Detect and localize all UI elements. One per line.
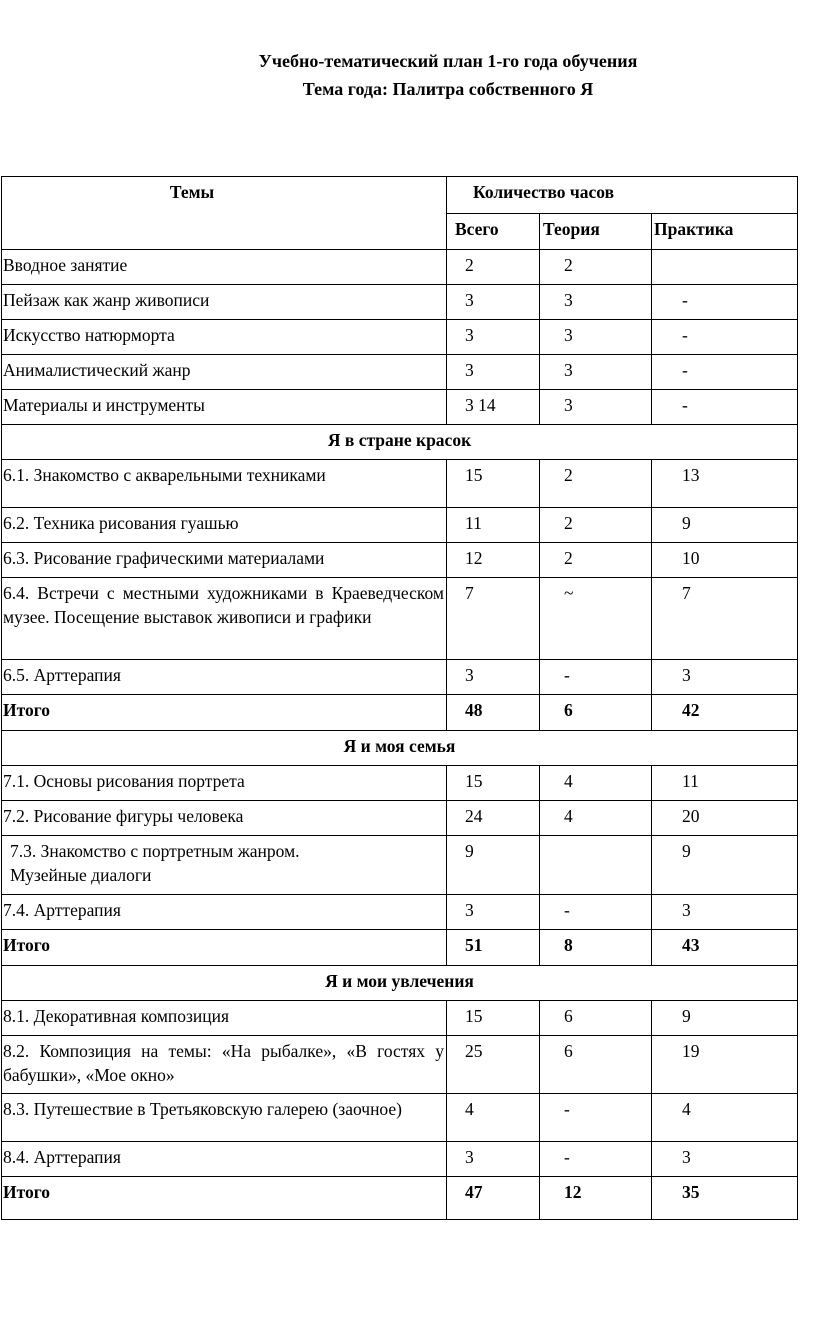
total-cell: 25 bbox=[447, 1036, 540, 1094]
total-cell: 3 bbox=[447, 660, 540, 695]
total-cell: 3 bbox=[447, 285, 540, 320]
total-cell: 11 bbox=[447, 508, 540, 543]
topic-cell: 8.3. Путешествие в Третьяковскую галерею (заочное) bbox=[2, 1094, 447, 1142]
table-row bbox=[2, 1094, 798, 1142]
total-cell: 9 bbox=[447, 836, 540, 895]
total-cell: 12 bbox=[447, 543, 540, 578]
total-row bbox=[2, 1177, 798, 1220]
header-theory: Теория bbox=[540, 214, 652, 250]
practice-cell: 3 bbox=[652, 1142, 798, 1177]
practice-cell: 3 bbox=[652, 660, 798, 695]
total-cell: 3 bbox=[447, 1142, 540, 1177]
total-cell: 15 bbox=[447, 1001, 540, 1036]
total-row bbox=[2, 930, 798, 966]
curriculum-table bbox=[1, 176, 798, 1220]
total-cell: 4 bbox=[447, 1094, 540, 1142]
table-row bbox=[2, 660, 798, 695]
document-title: Учебно-тематический план 1-го года обучения bbox=[258, 51, 638, 71]
table-row bbox=[2, 1036, 798, 1094]
total-cell: 3 bbox=[447, 895, 540, 930]
topic-cell: 8.2. Композиция на темы: «На рыбалке», «В гостях у бабушки», «Мое окно» bbox=[2, 1036, 447, 1094]
header-topics: Темы bbox=[2, 177, 447, 250]
theory-cell: 6 bbox=[540, 1036, 652, 1094]
table-row bbox=[2, 285, 798, 320]
total-label: Итого bbox=[2, 695, 447, 731]
practice-cell: 4 bbox=[652, 1094, 798, 1142]
theory-cell: 3 bbox=[540, 285, 652, 320]
theory-cell: - bbox=[540, 1142, 652, 1177]
table-row bbox=[2, 460, 798, 508]
theory-cell: - bbox=[540, 1094, 652, 1142]
total-cell: 48 bbox=[447, 695, 540, 731]
theory-cell: 4 bbox=[540, 766, 652, 801]
practice-cell: 3 bbox=[652, 895, 798, 930]
table-row bbox=[2, 1001, 798, 1036]
table-row bbox=[2, 836, 798, 895]
table-row bbox=[2, 355, 798, 390]
theory-cell: 3 bbox=[540, 320, 652, 355]
topic-cell: 8.4. Арттерапия bbox=[2, 1142, 447, 1177]
table-row bbox=[2, 390, 798, 425]
topic-cell: 7.2. Рисование фигуры человека bbox=[2, 801, 447, 836]
practice-cell: 11 bbox=[652, 766, 798, 801]
practice-cell: - bbox=[652, 390, 798, 425]
total-label: Итого bbox=[2, 1177, 447, 1220]
topic-cell: 6.5. Арттерапия bbox=[2, 660, 447, 695]
practice-cell bbox=[652, 250, 798, 285]
practice-cell: 19 bbox=[652, 1036, 798, 1094]
practice-cell: 9 bbox=[652, 836, 798, 895]
practice-cell: 20 bbox=[652, 801, 798, 836]
topic-cell: 7.4. Арттерапия bbox=[2, 895, 447, 930]
practice-cell: - bbox=[652, 285, 798, 320]
table-row bbox=[2, 320, 798, 355]
topic-cell: 8.1. Декоративная композиция bbox=[2, 1001, 447, 1036]
header-hours: Количество часов bbox=[447, 177, 798, 214]
theory-cell: 4 bbox=[540, 801, 652, 836]
total-cell: 3 bbox=[447, 355, 540, 390]
theory-cell: 8 bbox=[540, 930, 652, 966]
section-title: Я в стране красок bbox=[2, 425, 798, 460]
topic-cell: 7.1. Основы рисования портрета bbox=[2, 766, 447, 801]
total-cell: 15 bbox=[447, 460, 540, 508]
header-practice: Практика bbox=[652, 214, 798, 250]
practice-cell: 13 bbox=[652, 460, 798, 508]
practice-cell: 43 bbox=[652, 930, 798, 966]
theory-cell: ~ bbox=[540, 578, 652, 660]
topic-cell: Искусство натюрморта bbox=[2, 320, 447, 355]
header-total: Всего bbox=[447, 214, 540, 250]
topic-cell: Материалы и инструменты bbox=[2, 390, 447, 425]
practice-cell: 10 bbox=[652, 543, 798, 578]
total-cell: 3 bbox=[447, 320, 540, 355]
theory-cell: 2 bbox=[540, 543, 652, 578]
total-cell: 24 bbox=[447, 801, 540, 836]
total-cell: 15 bbox=[447, 766, 540, 801]
table-row bbox=[2, 578, 798, 660]
topic-cell: Вводное занятие bbox=[2, 250, 447, 285]
theory-cell: 3 bbox=[540, 355, 652, 390]
theory-cell bbox=[540, 836, 652, 895]
table-row bbox=[2, 543, 798, 578]
practice-cell: 9 bbox=[652, 1001, 798, 1036]
theory-cell: - bbox=[540, 895, 652, 930]
theory-cell: - bbox=[540, 660, 652, 695]
section-title: Я и мои увлечения bbox=[2, 966, 798, 1001]
table-row bbox=[2, 508, 798, 543]
theory-cell: 6 bbox=[540, 695, 652, 731]
practice-cell: 35 bbox=[652, 1177, 798, 1220]
table-row bbox=[2, 895, 798, 930]
total-cell: 2 bbox=[447, 250, 540, 285]
practice-cell: 7 bbox=[652, 578, 798, 660]
topic-cell: 6.3. Рисование графическими материалами bbox=[2, 543, 447, 578]
theory-cell: 2 bbox=[540, 508, 652, 543]
table-row bbox=[2, 1142, 798, 1177]
theory-cell: 2 bbox=[540, 250, 652, 285]
table-row bbox=[2, 801, 798, 836]
total-cell: 3 14 bbox=[447, 390, 540, 425]
topic-cell: 7.3. Знакомство с портретным жанром. Музейные диалоги bbox=[2, 836, 447, 895]
total-cell: 51 bbox=[447, 930, 540, 966]
total-row bbox=[2, 695, 798, 731]
theory-cell: 2 bbox=[540, 460, 652, 508]
theory-cell: 3 bbox=[540, 390, 652, 425]
practice-cell: - bbox=[652, 355, 798, 390]
topic-cell: 6.2. Техника рисования гуашью bbox=[2, 508, 447, 543]
theory-cell: 6 bbox=[540, 1001, 652, 1036]
topic-cell: Пейзаж как жанр живописи bbox=[2, 285, 447, 320]
practice-cell: 9 bbox=[652, 508, 798, 543]
theory-cell: 12 bbox=[540, 1177, 652, 1220]
practice-cell: 42 bbox=[652, 695, 798, 731]
table-row bbox=[2, 250, 798, 285]
topic-cell: Анималистический жанр bbox=[2, 355, 447, 390]
section-title: Я и моя семья bbox=[2, 731, 798, 766]
topic-cell: 6.1. Знакомство с акварельными техниками bbox=[2, 460, 447, 508]
total-label: Итого bbox=[2, 930, 447, 966]
practice-cell: - bbox=[652, 320, 798, 355]
topic-cell: 6.4. Встречи с местными художниками в Краеведческом музее. Посещение выставок живописи и графики bbox=[2, 578, 447, 660]
document-subtitle: Тема года: Палитра собственного Я bbox=[302, 79, 594, 99]
total-cell: 47 bbox=[447, 1177, 540, 1220]
table-row bbox=[2, 766, 798, 801]
total-cell: 7 bbox=[447, 578, 540, 660]
